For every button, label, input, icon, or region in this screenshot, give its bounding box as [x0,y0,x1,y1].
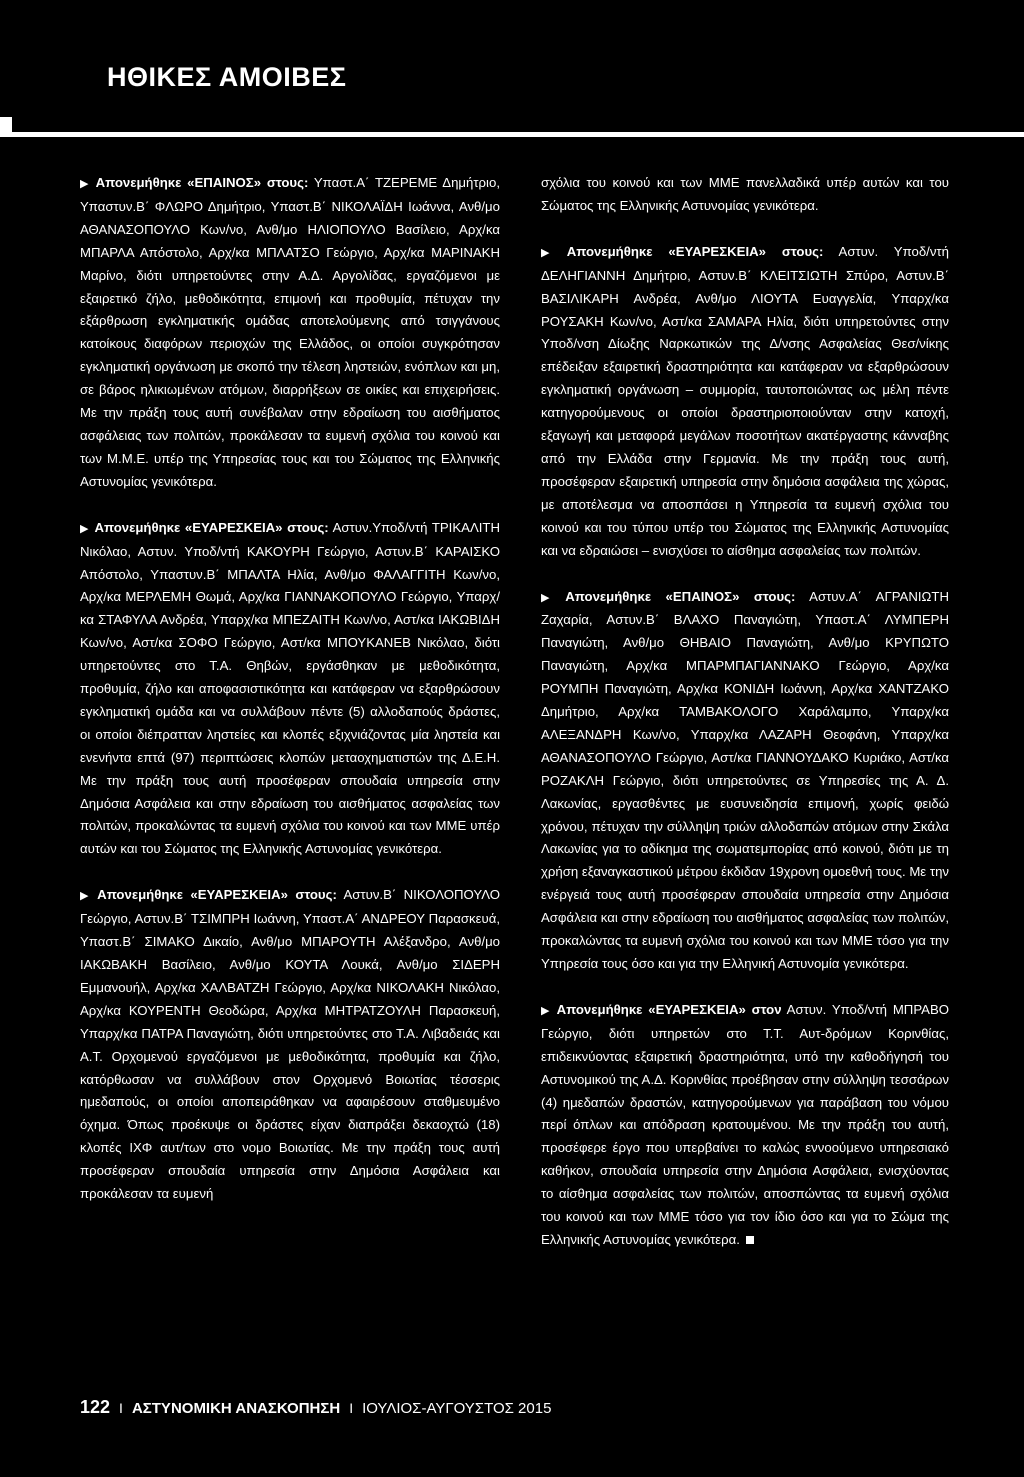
award-lead: Απονεμήθηκε «ΕΥΑΡΕΣΚΕΙΑ» στους: [97,887,337,903]
award-text: σχόλια του κοινού και των ΜΜΕ πανελλαδικά υπέρ αυτών και του Σώματος της Ελληνικής Αστυνομίας γενικότερα. [541,175,949,213]
arrow-bullet-icon: ▶ [80,522,90,535]
award-text: Αστυν.Β΄ ΝΙΚΟΛΟΠΟΥΛΟ Γεώργιο, Αστυν.Β΄ ΤΣΙΜΠΡΗ Ιωάννη, Υπαστ.Α΄ ΑΝΔΡΕΟΥ Παρασκευά, Υπαστ.Β΄ ΣΙΜΑΚΟ Δικαίο, Ανθ/μο ΜΠΑΡΟΥΤΗ Αλέξανδρο, Ανθ/μο ΙΑΚΩΒΑΚΗ Βασίλειο, Ανθ/μο ΚΟΥΤΑ Λουκά, Ανθ/μο ΣΙΔΕΡΗ Εμμανουήλ, Αρχ/κα ΧΑΛΒΑΤΖΗ Γεώργιο, Αρχ/κα ΝΙΚΟΛΑΚΗ Νικόλαο, Αρχ/κα ΚΟΥΡΕΝΤΗ Θεοδώρα, Αρχ/κα ΜΗΤΡΑΤΖΟΥΛΗ Παρασκευή, Υπαρχ/κα ΠΑΤΡΑ Παναγιώτη, διότι υπηρετούντες στο Τ.Α. Λιβαδειάς και Α.Τ. Ορχομενού εργαζόμενοι με μεθοδικότητα, προθυμία και ζήλο, κατόρθωσαν να συλλάβουν στον Ορχομενό Βοιωτίας τέσσερις ημεδαπούς, οι οποίοι αποπειράθηκαν να αφαιρέσουν σταθμευμένο όχημα. Όπως προέκυψε οι δράστες είχαν διαπράξει δεκαοχτώ (18) κλοπές ΙΧΦ αυτ/των στο νομο Βοιωτίας. Με την πράξη τους αυτή προσέφεραν σπουδαία υπηρεσία στην Δημόσια Ασφάλεια και προκάλεσαν τα ευμενή [80,887,500,1202]
award-paragraph [541,241,949,563]
left-column [80,172,500,1206]
award-text: Αστυν. Υποδ/ντή ΔΕΛΗΓΙΑΝΝΗ Δημήτριο, Αστυν.Β΄ ΚΛΕΙΤΣΙΩΤΗ Σπύρο, Αστυν.Β΄ ΒΑΣΙΛΙΚΑΡΗ Ανδρέα, Ανθ/μο ΛΙΟΥΤΑ Ευαγγελία, Υπαρχ/κα ΡΟΥΣΑΚΗ Κων/νο, Αστ/κα ΣΑΜΑΡΑ Ηλία, διότι υπηρετούντες στην Υποδ/νση Δίωξης Ναρκωτικών της Δ/νσης Ασφαλείας Θεσ/νίκης επέδειξαν εξαιρετική δραστηριότητα και κατάφεραν να εξαρθρώσουν εγκληματική οργάνωση – συμμορία, ταυτοποιώντας ως μέλη πέντε κατηγορούμενους οι οποίοι δραστηριοποιούνταν στην κατοχή, εξαγωγή και μεταφορά μεγάλων ποσοτήτων ακατέργαστης κάνναβης από την Ελλάδα στην Γερμανία. Με την πράξη τους αυτή, προσέφεραν εξαιρετική υπηρεσία στην δημόσια ασφάλεια της χώρας, με αποτέλεσμα να αποσπάσει η Υπηρεσία τα ευμενή σχόλια του κοινού και του τύπου υπέρ του Σώματος της Ελληνικής Αστυνομίας και να εδραιώσει – ενισχύσει το αίσθημα ασφαλείας των πολιτών. [541,243,949,558]
award-paragraph [541,999,949,1252]
footer-separator: I [349,1400,354,1416]
right-column [541,172,949,1252]
award-paragraph [80,517,500,862]
arrow-bullet-icon: ▶ [541,591,561,604]
arrow-bullet-icon: ▶ [541,1004,552,1017]
page-number: 122 [80,1397,111,1417]
award-text: Υπαστ.Α΄ ΤΖΕΡΕΜΕ Δημήτριο, Υπαστυν.Β΄ ΦΛΩΡΟ Δημήτριο, Υπαστ.Β΄ ΝΙΚΟΛΑΪΔΗ Ιωάννα, Ανθ/μο ΑΘΑΝΑΣΟΠΟΥΛΟ Κων/νο, Ανθ/μο ΗΛΙΟΠΟΥΛΟ Βασίλειο, Αρχ/κα ΜΠΑΡΛΑ Απόστολο, Αρχ/κα ΜΠΛΑΤΣΟ Γεώργιο, Αρχ/κα ΜΑΡΙΝΑΚΗ Μαρίνο, διότι υπηρετούντες στην Α.Δ. Αργολίδας, εργαζόμενοι με εξαιρετικό ζήλο, μεθοδικότητα, επιμονή και προθυμία, πέτυχαν την εξάρθρωση εγκληματικής ομάδας αποτελούμενης από τσιγγάνους κατοίκους διαφόρων περιοχών της Ελλάδος, οι οποίοι συγκρότησαν εγκληματική οργάνωση με σκοπό την τέλεση ληστειών, ενόπλων και μη, σε βάρος ηλικιωμένων ατόμων, διαρρήξεων σε οικίες και επιχειρήσεις. Με την πράξη τους αυτή συνέβαλαν στην εδραίωση του αισθήματος ασφάλειας των πολιτών, προκάλεσαν τα ευμενή σχόλια του κοινού και των Μ.Μ.Ε. υπέρ της Υπηρεσίας τους και του Σώματος της Ελληνικής Αστυνομίας γενικότερα. [80,175,500,489]
issue-date: ΙΟΥΛΙΟΣ-ΑΥΓΟΥΣΤΟΣ 2015 [362,1400,552,1417]
award-text: Αστυν. Υποδ/ντή ΜΠΡΑΒΟ Γεώργιο, διότι υπηρετών στο Τ.Τ. Αυτ-δρόμων Κορινθίας, επιδεικνύοντας εξαιρετική δραστηριότητα, υπό την καθοδήγησή του Αστυνομικού της Α.Δ. Κορινθίας προέβησαν στην σύλληψη τεσσάρων (4) ημεδαπών δραστών, κατηγορούμενων για παράβαση του νόμου περί όπλων και απόδραση κρατουμένου. Με την πράξη του αυτή, προσέφερε έργο που υπερβαίνει το καλώς εννοούμενο υπηρεσιακό καθήκον, σπουδαία υπηρεσία στην Δημόσια Ασφάλεια, ενισχύοντας το αίσθημα ασφαλείας των πολιτών, αποσπώντας τα ευμενή σχόλια του κοινού και των ΜΜΕ τόσο για τον ίδιο όσο και για το Σώμα της Ελληνικής Αστυνομίας γενικότερα. [541,1001,949,1247]
award-lead: Απονεμήθηκε «ΕΥΑΡΕΣΚΕΙΑ» στους: [566,243,824,259]
award-lead: Απονεμήθηκε «ΕΠΑΙΝΟΣ» στους: [95,175,309,190]
award-lead: Απονεμήθηκε «ΕΥΑΡΕΣΚΕΙΑ» στους: [94,519,329,535]
footer-separator: I [119,1400,123,1416]
page-footer [80,1397,551,1418]
award-text: Αστυν.Υποδ/ντή ΤΡΙΚΑΛΙΤΗ Νικόλαο, Αστυν. Υποδ/ντή ΚΑΚΟΥΡΗ Γεώργιο, Αστυν.Β΄ ΚΑΡΑΙΣΚΟ Απόστολο, Υπαστυν.Β΄ ΜΠΑΛΤΑ Ηλία, Ανθ/μο ΦΑΛΑΓΓΙΤΗ Κων/νο, Αρχ/κα ΜΕΡΛΕΜΗ Θωμά, Αρχ/κα ΓΙΑΝΝΑΚΟΠΟΥΛΟ Γεώργιο, Υπαρχ/κα ΣΤΑΦΥΛΑ Ανδρέα, Υπαρχ/κα ΜΠΕΖΑΙΤΗ Κων/νο, Αστ/κα ΙΑΚΩΒΙΔΗ Κων/νο, Αστ/κα ΣΟΦΟ Γεώργιο, Αστ/κα ΜΠΟΥΚΑΝΕΒ Νικόλαο, διότι υπηρετούντες στο Τ.Α. Θηβών, εργάσθηκαν με μεθοδικότητα, προθυμία, ζήλο και αποφασιστικότητα και κατάφεραν να εξαρθρώσουν εγκληματική ομάδα και να συλλάβουν πέντε (5) αλλοδαπούς δράστες, οι οποίοι διέπρατταν ληστείες και κλοπές εξιχνιάζοντας μία ληστεία και ενενήντα επτά (97) περιπτώσεις κλοπών μεταοχηματιστών της Δ.Ε.Η. Με την πράξη τους αυτή προσέφεραν σπουδαία υπηρεσία στην Δημόσια Ασφάλεια και στην εδραίωση του αισθήματος ασφαλείας των πολιτών, προκαλώντας τα ευμενή σχόλια του κοινού και των ΜΜΕ υπέρ αυτών και του Σώματος της Ελληνικής Αστυνομίας γενικότερα. [80,519,500,857]
header-divider [0,117,1024,137]
arrow-bullet-icon: ▶ [80,890,93,903]
award-paragraph [541,586,949,976]
award-text: Αστυν.Α΄ ΑΓΡΑΝΙΩΤΗ Ζαχαρία, Αστυν.Β΄ ΒΛΑΧΟ Παναγιώτη, Υπαστ.Α΄ ΛΥΜΠΕΡΗ Παναγιώτη, Ανθ/μο ΘΗΒΑΙΟ Παναγιώτη, Ανθ/μο ΚΡΥΠΩΤΟ Παναγιώτη, Αρχ/κα ΜΠΑΡΜΠΑΓΙΑΝΝΑΚΟ Γεώργιο, Αρχ/κα ΡΟΥΜΠΗ Παναγιώτη, Αρχ/κα ΚΟΝΙΔΗ Ιωάννη, Αρχ/κα ΧΑΝΤΖΑΚΟ Δημήτριο, Αρχ/κα ΤΑΜΒΑΚΟΛΟΓΟ Χαράλαμπο, Υπαρχ/κα ΑΛΕΞΑΝΔΡΗ Κων/νο, Υπαρχ/κα ΛΑΖΑΡΗ Θεοφάνη, Υπαρχ/κα ΑΘΑΝΑΣΟΠΟΥΛΟ Γεώργιο, Αστ/κα ΓΙΑΝΝΟΥΔΑΚΟ Κυριάκο, Αστ/κα ΡΟΖΑΚΛΗ Γεώργιο, διότι υπηρετούντες σε Υπηρεσίες της Α. Δ. Λακωνίας, εργασθέντες με ευσυνειδησία επιμονή, χωρίς φειδώ χρόνου, πέτυχαν την σύλληψη τριών αλλοδαπών ατόμων στην Σκάλα Λακωνίας για το αδίκημα της σωματεμπορίας από κοινού, διότι με τη χρήση εξαναγκαστικού μέτρου έκδιδαν 19χρονη ομοεθνή τους. Με την ενέργειά τους αυτή προσέφεραν σπουδαία υπηρεσία στην Δημόσια Ασφάλεια και στην εδραίωση του αισθήματος ασφαλείας των πολιτών, προκαλώντας τα ευμενή σχόλια του κοινού και των ΜΜΕ τόσο για την Υπηρεσία τους όσο και για την Ελληνική Αστυνομία γενικότερα. [541,588,949,971]
arrow-bullet-icon: ▶ [541,246,562,259]
award-lead: Απονεμήθηκε «ΕΠΑΙΝΟΣ» στους: [565,588,796,604]
magazine-name: ΑΣΤΥΝΟΜΙΚΗ ΑΝΑΣΚΟΠΗΣΗ [131,1400,341,1417]
continued-paragraph [541,172,949,218]
section-title: ΗΘΙΚΕΣ ΑΜΟΙΒΕΣ [107,62,347,92]
award-paragraph [80,172,500,494]
arrow-bullet-icon: ▶ [80,178,91,190]
end-square-icon [746,1236,754,1244]
award-lead: Απονεμήθηκε «ΕΥΑΡΕΣΚΕΙΑ» στον [556,1001,782,1017]
award-paragraph [80,884,500,1206]
